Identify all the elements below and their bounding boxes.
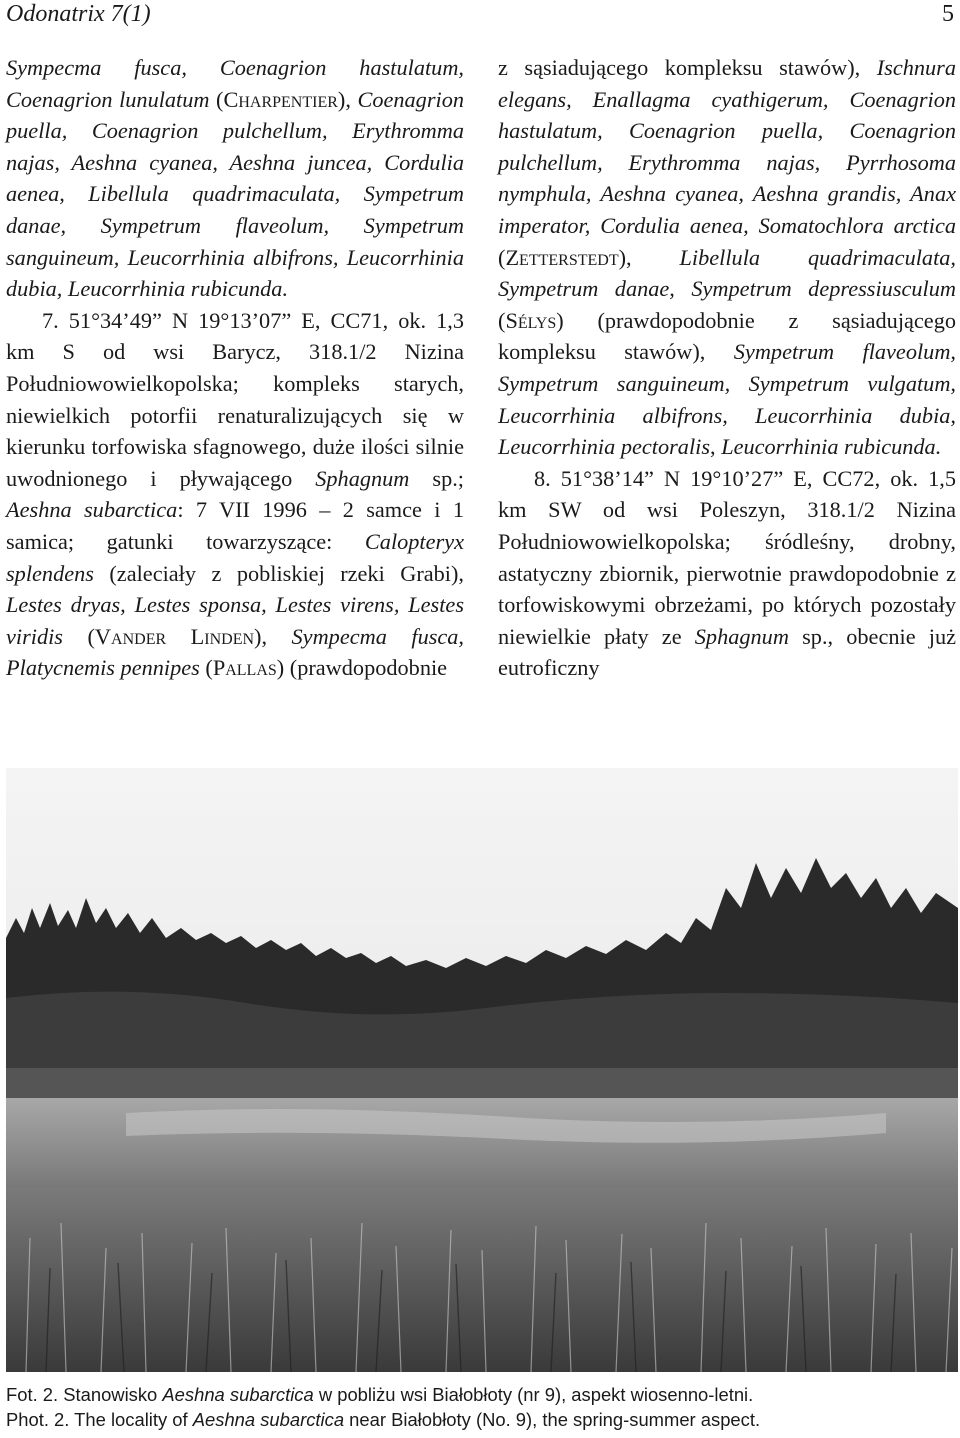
species-list-paragraph: [6, 52, 464, 305]
text-run: : 7 VII 1996 – 2 samce i 1 samica; gatunki towarzyszące:: [6, 497, 465, 554]
text-run: sp.;: [409, 465, 464, 491]
caption-english: [6, 1407, 956, 1432]
italic-run: Leucorrhinia rubicunda.: [721, 434, 942, 460]
italic-run: Sympetrum flaveolum, Sympetrum sanguineum, Sympetrum vulgatum, Leucorrhinia albifrons, Leucorrhinia dubia, Leucorrhinia pectoralis: [498, 339, 956, 460]
text-run: near Białobłoty (No. 9), the spring-summer aspect.: [344, 1409, 761, 1430]
text-run: (: [498, 244, 506, 270]
page-number: 5: [942, 1, 954, 27]
text-run: Phot. 2. The locality of: [6, 1409, 193, 1430]
companion-species-paragraph: [498, 52, 956, 463]
italic-run: Sphagnum: [315, 465, 410, 491]
italic-run: Lestes dryas, Lestes sponsa, Lestes virens, Lestes viridis: [6, 592, 464, 649]
italic-run: Ischnura elegans, Enallagma cyathigerum, Coenagrion hastulatum, Coenagrion puella, Coenagrion pulchellum, Erythromma najas, Pyrrhosoma nymphula, Aeshna cyanea, Aeshna grandis, Anax imperator, Cordulia aenea, Somatochlora arctica: [498, 55, 956, 238]
left-column: [6, 52, 464, 684]
reed-bed: [6, 1188, 958, 1372]
site-8-paragraph: [498, 463, 956, 684]
italic-run: Aeshna subarctica: [6, 497, 178, 523]
right-column: [498, 52, 956, 684]
text-run: ),: [337, 86, 358, 112]
author-name: Sélys: [505, 307, 557, 333]
text-run: ),: [254, 623, 292, 649]
italic-run: Sympecma fusca, Platycnemis pennipes: [6, 623, 465, 681]
text-run: 7. 51°34’49” N 19°13’07” E, CC71, ok. 1,3 km S od wsi Barycz, 318.1/2 Nizina Południowowielkopolska; kompleks starych, niewielkich potorfii renaturalizujących się w kierunku torfowiska sfagnowego, duże ilości silnie uwodnionego i pływającego: [6, 307, 464, 491]
site-7-paragraph: [6, 305, 464, 684]
italic-run: Sphagnum: [694, 623, 789, 649]
text-run: (: [209, 86, 224, 112]
italic-run: Coenagrion puella, Coenagrion pulchellum, Erythromma najas, Aeshna cyanea, Aeshna juncea, Cordulia aenea, Libellula quadrimaculata, Sympetrum danae, Sympetrum flaveolum, Sympetrum sanguineum, Leucorrhinia albifrons, Leucorrhinia dubia, Leucorrhinia rubicunda.: [6, 86, 464, 302]
italic-run: Calopteryx splendens: [6, 528, 464, 586]
italic-run: Aeshna subarctica: [162, 1384, 314, 1405]
text-run: ),: [618, 244, 680, 270]
text-run: ) (prawdopodobnie z sąsiadującego kompleksu stawów),: [498, 307, 956, 365]
text-run: Fot. 2. Stanowisko: [6, 1384, 163, 1405]
text-run: ) (prawdopodobnie: [276, 655, 448, 681]
text-run: (zaleciały z pobliskiej rzeki Grabi),: [93, 560, 464, 586]
author-name: Vander Linden: [94, 623, 255, 649]
text-run: 8. 51°38’14” N 19°10’27” E, CC72, ok. 1,5 km SW od wsi Poleszyn, 318.1/2 Nizina Południowowielkopolska; śródleśny, drobny, astatyczny zbiornik, pierwotnie prawdopodobnie z torfowiskowymi obrzeżami, po których pozostały niewielkie płaty ze: [498, 465, 956, 649]
author-name: Zetterstedt: [505, 244, 619, 270]
caption-polish: [6, 1382, 956, 1407]
italic-run: Libellula quadrimaculata, Sympetrum danae, Sympetrum depressiusculum: [498, 244, 956, 302]
text-run: sp., obecnie już eutroficzny: [498, 623, 957, 681]
text-run: z sąsiadującego kompleksu stawów),: [498, 55, 877, 80]
text-run: w pobliżu wsi Białobłoty (nr 9), aspekt wiosenno-letni.: [313, 1384, 754, 1405]
text-run: (: [498, 307, 506, 333]
running-head: [6, 0, 954, 30]
author-name: Pallas: [212, 655, 277, 681]
italic-run: Aeshna subarctica: [192, 1409, 345, 1430]
journal-title: Odonatrix 7(1): [6, 1, 151, 27]
author-name: Charpentier: [223, 86, 338, 112]
text-run: (: [199, 655, 213, 681]
site-photograph: [6, 768, 958, 1372]
text-run: (: [62, 623, 95, 649]
text-run: ,: [710, 434, 722, 460]
italic-run: Sympecma fusca, Coenagrion hastulatum, Coenagrion lunulatum: [6, 55, 464, 112]
figure-caption: [6, 1382, 956, 1432]
